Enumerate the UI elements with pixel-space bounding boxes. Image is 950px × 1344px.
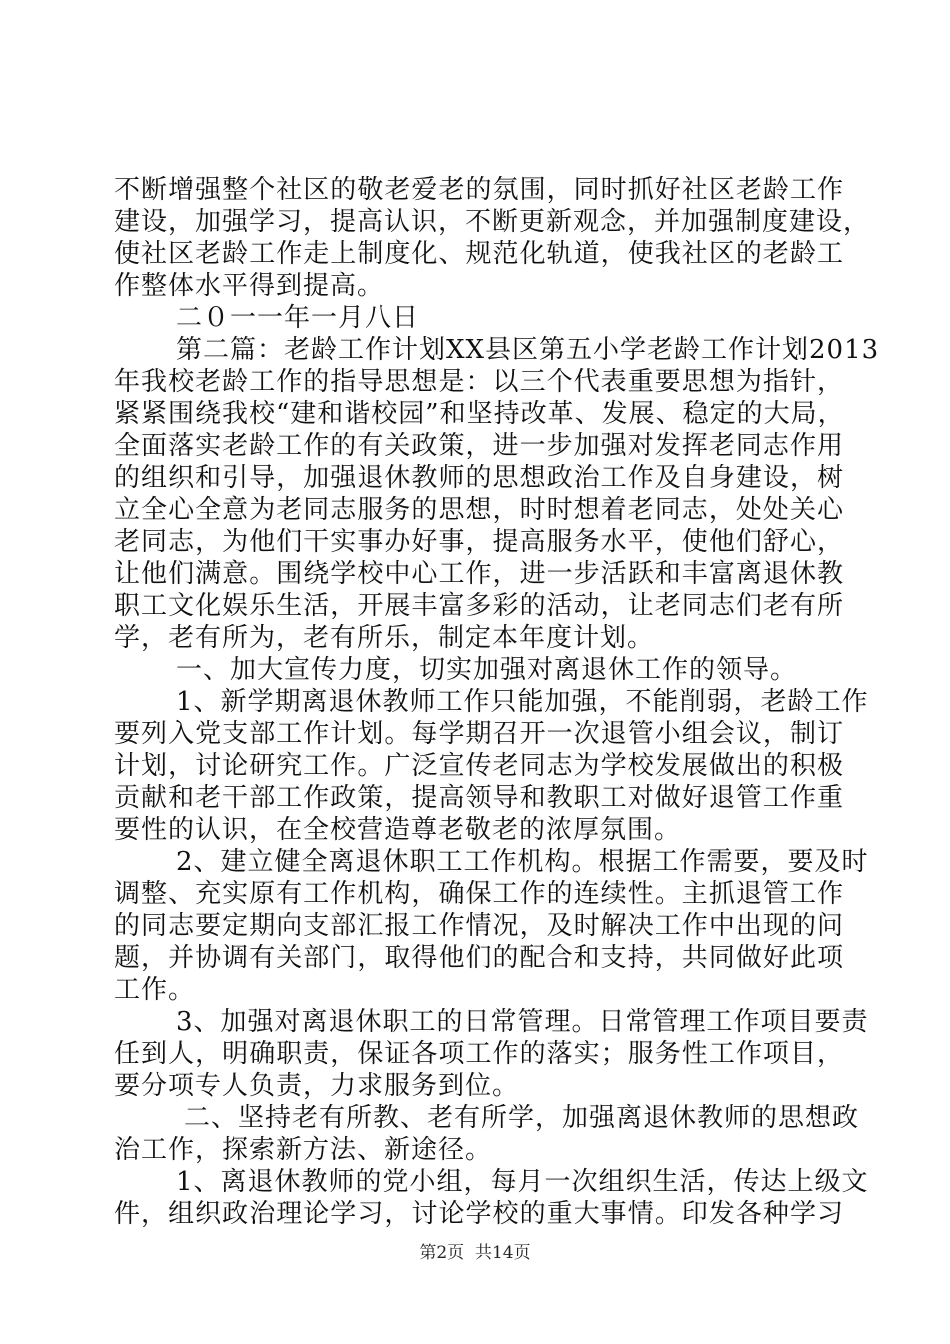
text-line: 2、建立健全离退休职工工作机构。根据工作需要，要及时: [176, 847, 869, 877]
text-line: 紧紧围绕我校“建和谐校园”和坚持改革、发展、稳定的大局，: [114, 399, 845, 429]
text-line: 调整、充实原有工作机构，确保工作的连续性。主抓退管工作: [114, 879, 844, 909]
text-line: 职工文化娱乐生活，开展丰富多彩的活动，让老同志们老有所: [114, 591, 844, 621]
text-line: 要分项专人负责，力求服务到位。: [114, 1071, 520, 1101]
text-line: 的同志要定期向支部汇报工作情况，及时解决工作中出现的问: [114, 911, 844, 941]
text-line: 治工作，探索新方法、新途径。: [114, 1135, 493, 1165]
text-line: 工作。: [114, 975, 196, 1005]
text-line: 立全心全意为老同志服务的思想，时时想着老同志，处处关心: [114, 495, 844, 525]
text-line: 贡献和老干部工作政策，提高领导和教职工对做好退管工作重: [114, 783, 844, 813]
text-line: 不断增强整个社区的敬老爱老的氛围，同时抓好社区老龄工作: [114, 175, 844, 205]
page-number: 第2页 共14页: [419, 1243, 531, 1263]
text-line: 作整体水平得到提高。: [114, 271, 385, 301]
text-line: 要列入党支部工作计划。每学期召开一次退管小组会议，制订: [114, 719, 844, 749]
section-heading: 第二篇：老龄工作计划XX县区第五小学老龄工作计划2013: [176, 335, 880, 365]
text-line: 使社区老龄工作走上制度化、规范化轨道，使我社区的老龄工: [114, 239, 844, 269]
text-line: 的组织和引导，加强退休教师的思想政治工作及自身建设，树: [114, 463, 844, 493]
text-line: 年我校老龄工作的指导思想是：以三个代表重要思想为指针，: [114, 367, 844, 397]
date-line: 二０一一年一月八日: [176, 303, 420, 333]
subsection-heading: 一、加大宣传力度，切实加强对离退休工作的领导。: [176, 655, 798, 685]
text-line: 老同志，为他们干实事办好事，提高服务水平，使他们舒心，: [114, 527, 844, 557]
subsection-heading: 二、坚持老有所教、老有所学，加强离退休教师的思想政: [184, 1103, 860, 1133]
text-line: 全面落实老龄工作的有关政策，进一步加强对发挥老同志作用: [114, 431, 844, 461]
text-line: 件，组织政治理论学习，讨论学校的重大事情。印发各种学习: [114, 1199, 844, 1229]
text-line: 题，并协调有关部门，取得他们的配合和支持，共同做好此项: [114, 943, 844, 973]
text-line: 要性的认识，在全校营造尊老敬老的浓厚氛围。: [114, 815, 682, 845]
text-line: 任到人，明确职责，保证各项工作的落实；服务性工作项目，: [114, 1039, 844, 1069]
text-line: 建设，加强学习，提高认识，不断更新观念，并加强制度建设，: [114, 207, 871, 237]
text-line: 1、新学期离退休教师工作只能加强，不能削弱，老龄工作: [176, 687, 869, 717]
text-line: 1、离退休教师的党小组，每月一次组织生活，传达上级文: [176, 1167, 869, 1197]
text-line: 学，老有所为，老有所乐，制定本年度计划。: [114, 623, 655, 653]
text-line: 计划，讨论研究工作。广泛宣传老同志为学校发展做出的积极: [114, 751, 844, 781]
text-line: 3、加强对离退休职工的日常管理。日常管理工作项目要责: [176, 1007, 869, 1037]
page-footer: [0, 1243, 950, 1263]
text-line: 让他们满意。围绕学校中心工作，进一步活跃和丰富离退休教: [114, 559, 844, 589]
